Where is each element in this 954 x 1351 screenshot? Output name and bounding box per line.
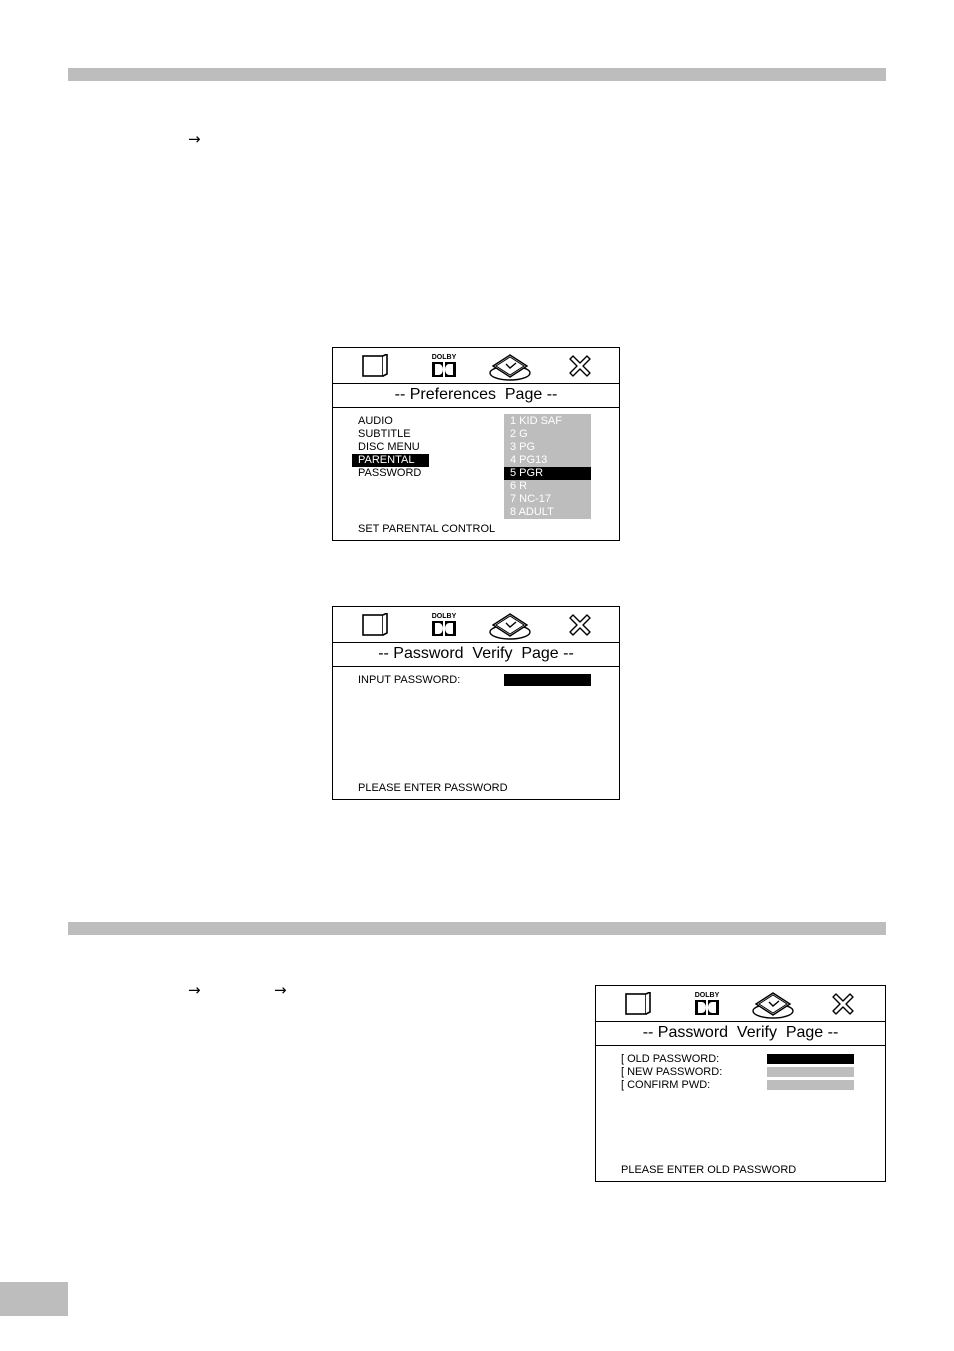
rating-option[interactable]: 2 G — [510, 428, 528, 440]
dolby-audio-icon[interactable] — [429, 611, 459, 639]
section-bar-top — [68, 68, 886, 81]
exit-icon[interactable] — [830, 991, 856, 1017]
rating-option[interactable]: 7 NC-17 — [510, 493, 551, 505]
arrow-icon: → — [188, 130, 201, 148]
dolby-audio-icon[interactable] — [692, 990, 722, 1018]
new-password-label: [ NEW PASSWORD: — [621, 1066, 723, 1078]
setup-icon-bar — [596, 986, 885, 1022]
setup-icon-bar — [333, 348, 619, 384]
menu-item-password[interactable]: PASSWORD — [358, 467, 422, 479]
rating-option[interactable]: 6 R — [510, 480, 528, 492]
password-verify-screen — [332, 606, 620, 800]
dolby-label: DOLBY — [694, 992, 720, 999]
menu-item-parental[interactable]: PARENTAL — [352, 454, 429, 467]
page-number-tab — [0, 1282, 68, 1316]
dolby-label: DOLBY — [431, 613, 457, 620]
preferences-disc-icon[interactable] — [750, 990, 796, 1020]
setup-icon-bar — [333, 607, 619, 643]
status-hint: PLEASE ENTER PASSWORD — [358, 782, 508, 794]
menu-item-subtitle[interactable]: SUBTITLE — [358, 428, 411, 440]
rating-option-selected[interactable]: 5 PGR — [504, 467, 591, 480]
general-setup-icon[interactable] — [624, 992, 654, 1016]
confirm-password-label: [ CONFIRM PWD: — [621, 1079, 711, 1091]
dolby-label: DOLBY — [431, 354, 457, 361]
preferences-disc-icon[interactable] — [487, 352, 533, 382]
arrow-icon: → — [274, 981, 287, 999]
input-password-label: INPUT PASSWORD: — [358, 674, 461, 686]
general-setup-icon[interactable] — [361, 613, 391, 637]
page-title: -- Preferences Page -- — [333, 384, 619, 408]
general-setup-icon[interactable] — [361, 354, 391, 378]
new-password-input[interactable] — [767, 1067, 854, 1077]
arrow-icon: → — [188, 981, 201, 999]
page-title: -- Password Verify Page -- — [333, 643, 619, 667]
dolby-audio-icon[interactable] — [429, 352, 459, 380]
page-title: -- Password Verify Page -- — [596, 1022, 885, 1046]
password-input[interactable] — [504, 674, 591, 686]
status-hint: PLEASE ENTER OLD PASSWORD — [621, 1164, 797, 1176]
rating-option[interactable]: 3 PG — [510, 441, 536, 453]
rating-option[interactable]: 1 KID SAF — [510, 415, 562, 427]
section-bar-middle — [68, 922, 886, 935]
exit-icon[interactable] — [567, 353, 593, 379]
password-change-screen — [595, 985, 886, 1182]
status-hint: SET PARENTAL CONTROL — [358, 523, 496, 535]
parental-rating-list — [504, 414, 591, 519]
old-password-label: [ OLD PASSWORD: — [621, 1053, 720, 1065]
rating-option[interactable]: 4 PG13 — [510, 454, 548, 466]
exit-icon[interactable] — [567, 612, 593, 638]
preferences-page-screen — [332, 347, 620, 541]
old-password-input[interactable] — [767, 1054, 854, 1064]
preferences-disc-icon[interactable] — [487, 611, 533, 641]
menu-item-disc-menu[interactable]: DISC MENU — [358, 441, 420, 453]
confirm-password-input[interactable] — [767, 1080, 854, 1090]
menu-item-audio[interactable]: AUDIO — [358, 415, 393, 427]
rating-option[interactable]: 8 ADULT — [510, 506, 554, 518]
